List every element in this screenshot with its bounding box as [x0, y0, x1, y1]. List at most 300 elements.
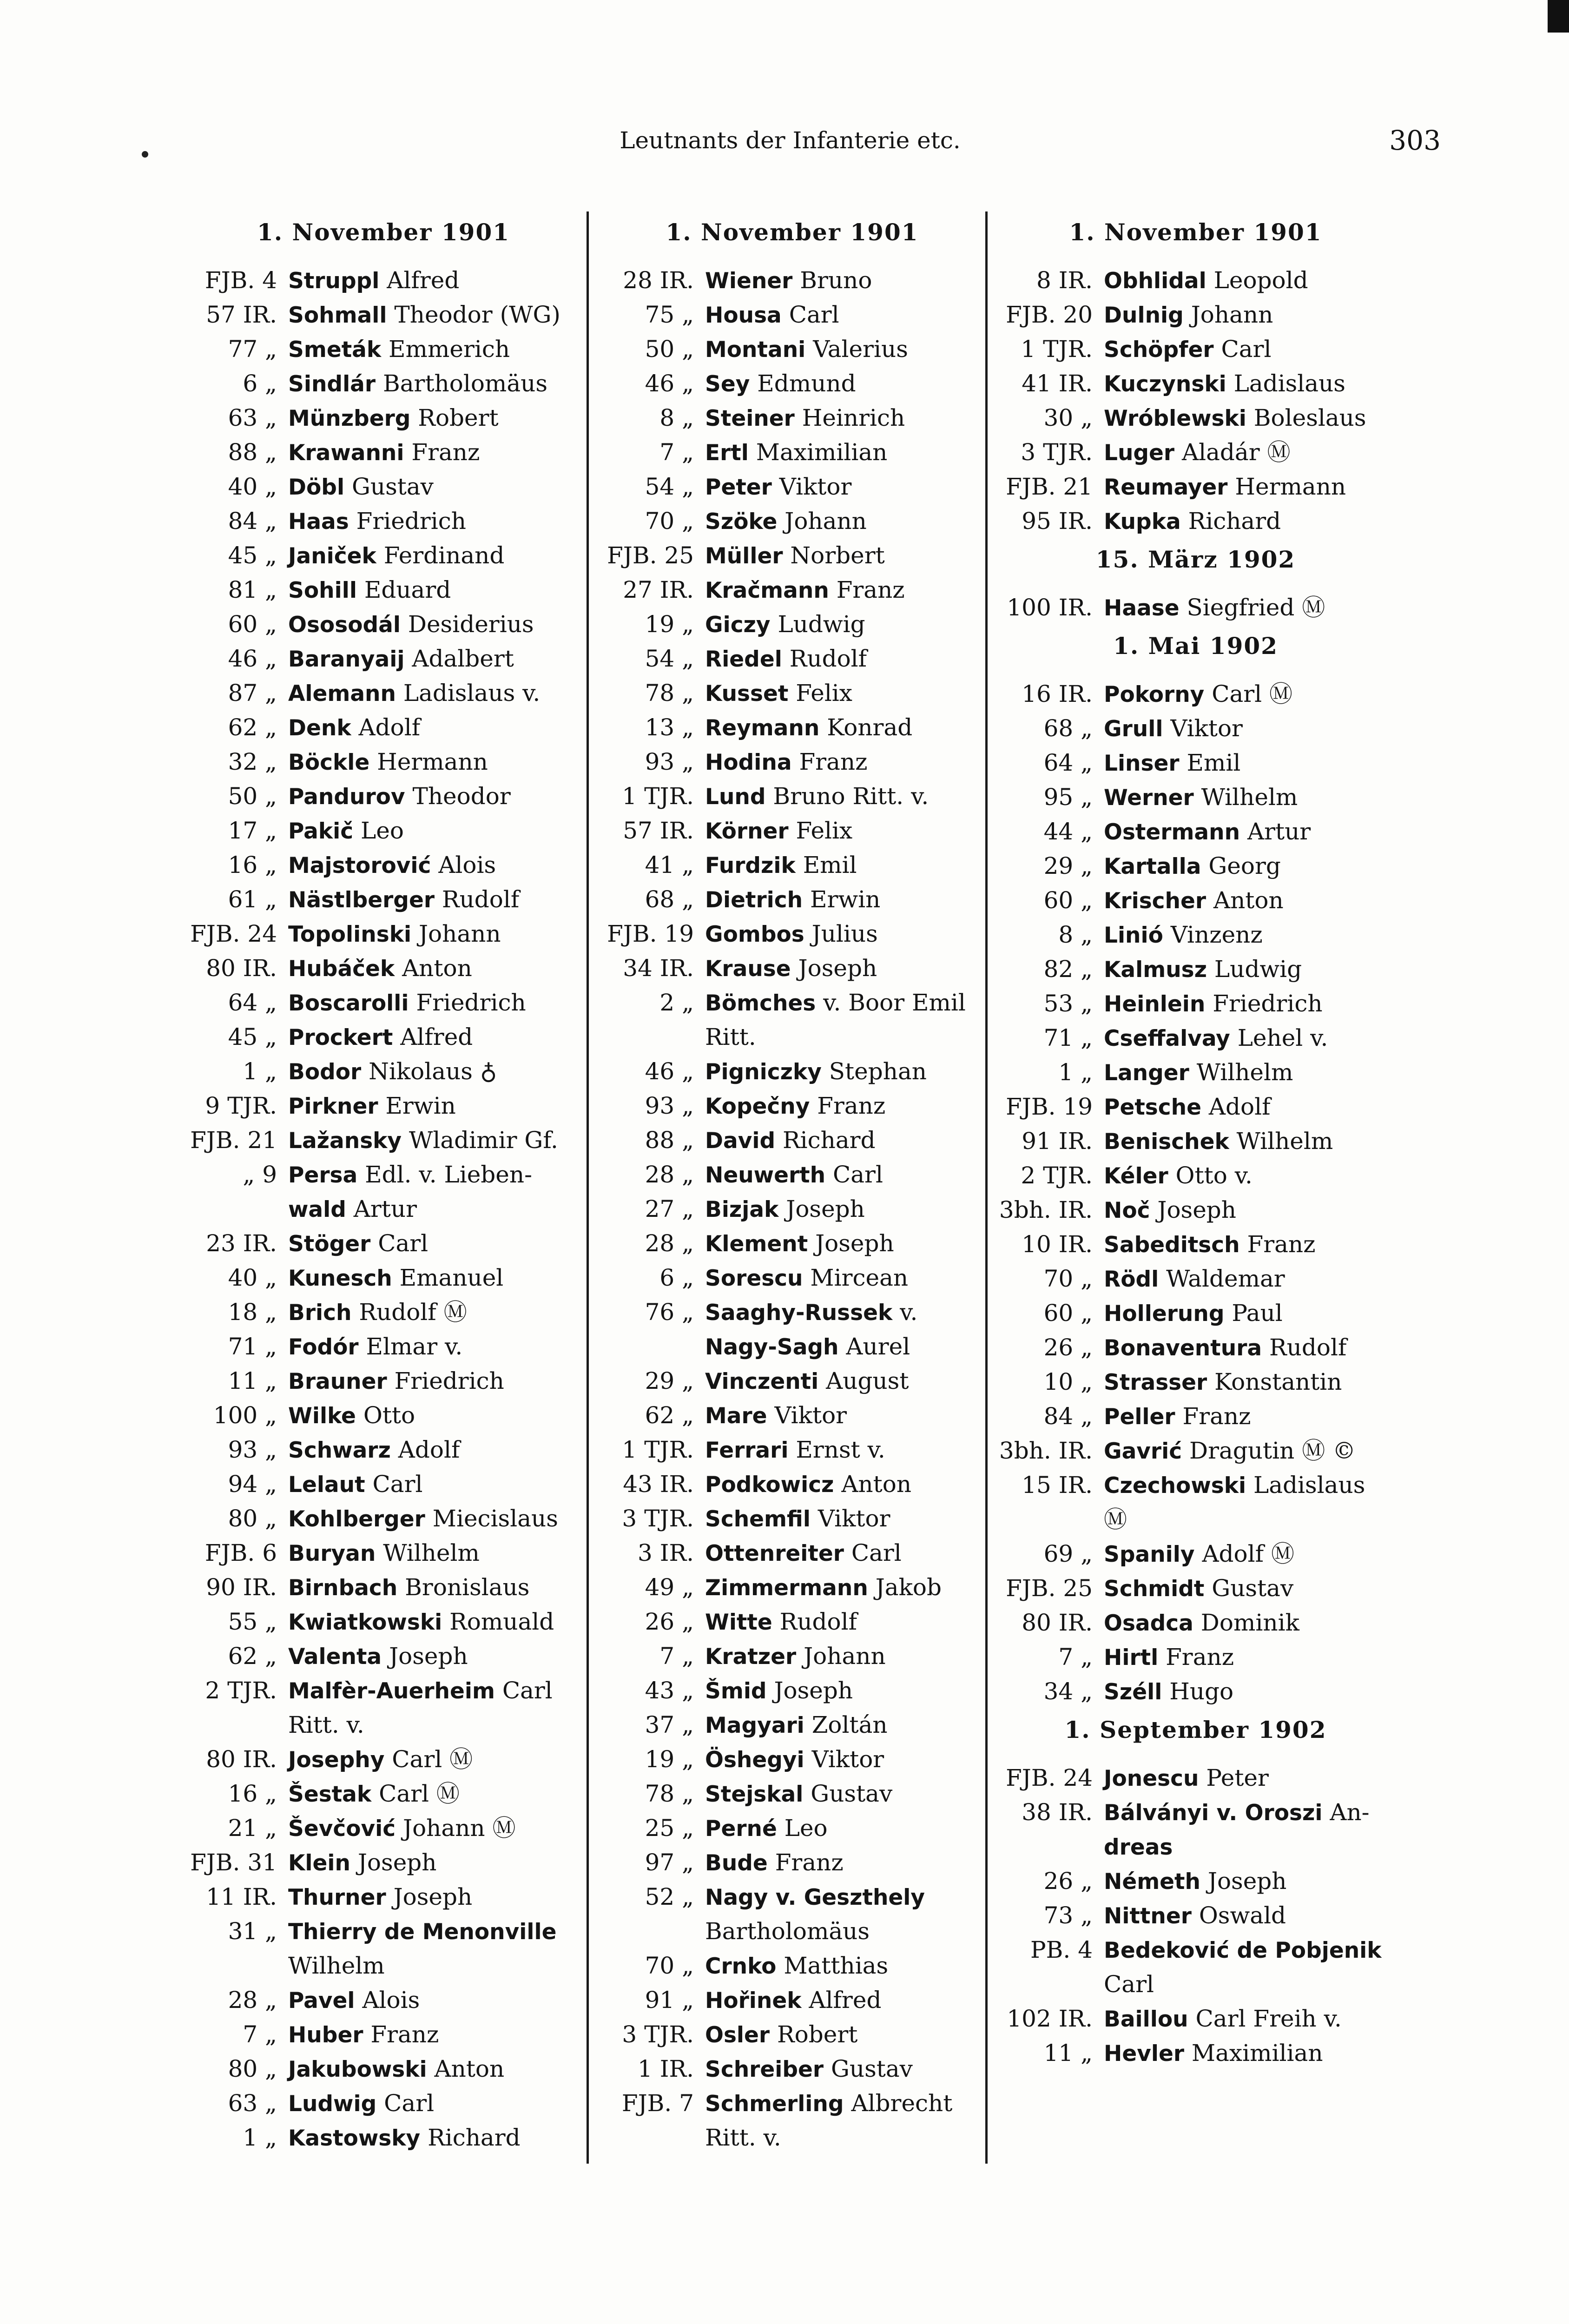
given-name: Edmund	[757, 370, 856, 397]
roster-entry	[598, 1949, 986, 1983]
unit-reference: 1 „	[243, 2124, 277, 2151]
roster-entry	[598, 607, 986, 642]
roster-entry	[997, 1468, 1394, 1503]
roster-entry	[598, 986, 986, 1020]
given-name: Alois	[438, 852, 496, 878]
surname: Klein	[288, 1850, 350, 1876]
roster-entry	[181, 1708, 586, 1743]
given-name: Ⓜ	[1104, 1506, 1127, 1533]
surname: Kohlberger	[288, 1506, 425, 1532]
given-name: August	[826, 1367, 909, 1394]
roster-entry	[181, 2121, 586, 2155]
unit-reference: 6 „	[243, 370, 277, 397]
given-name: Artur	[353, 1195, 417, 1222]
roster-entry	[598, 951, 986, 986]
given-name: Felix	[796, 817, 853, 844]
surname: wald	[288, 1197, 346, 1222]
surname: Bizjak	[705, 1197, 779, 1222]
roster-entry	[598, 470, 986, 504]
given-name: Franz	[817, 1092, 886, 1119]
column-right	[985, 211, 1394, 2164]
roster-entry	[181, 642, 586, 676]
unit-reference: 78 „	[645, 680, 694, 706]
unit-reference: FJB. 24	[190, 920, 277, 947]
surname: Nagy v. Geszthely	[705, 1885, 925, 1910]
unit-reference: 80 „	[228, 1505, 277, 1532]
given-name: Adolf Ⓜ	[1202, 1540, 1295, 1567]
unit-reference: 7 „	[659, 1643, 694, 1670]
given-name: Friedrich	[1213, 990, 1323, 1017]
surname: Németh	[1104, 1869, 1200, 1895]
unit-reference: 57 IR.	[206, 301, 277, 328]
surname: Klement	[705, 1231, 808, 1257]
roster-entry	[997, 1296, 1394, 1331]
surname: Kwiatkowski	[288, 1610, 442, 1635]
unit-reference: 7 „	[1058, 1644, 1093, 1670]
surname: Pandurov	[288, 784, 405, 810]
given-name: Joseph	[798, 955, 877, 982]
unit-reference: 40 „	[228, 1264, 277, 1291]
unit-reference: 11 „	[1043, 2040, 1093, 2067]
given-name: Leo	[784, 1815, 828, 1842]
surname: Wróblewski	[1104, 406, 1246, 431]
surname: Szöke	[705, 509, 778, 535]
surname: Lund	[705, 784, 766, 810]
roster-entry	[598, 848, 986, 883]
unit-reference: 6 „	[659, 1264, 694, 1291]
unit-reference: 46 „	[645, 1058, 694, 1085]
given-name: Lehel v.	[1237, 1024, 1328, 1051]
surname: Kastowsky	[288, 2126, 421, 2151]
roster-entry	[181, 573, 586, 607]
given-name: Joseph	[786, 1195, 865, 1222]
unit-reference: 19 „	[645, 611, 694, 638]
surname: Pigniczky	[705, 1059, 822, 1085]
surname: Persa	[288, 1162, 358, 1188]
given-name: Bartholomäus	[382, 370, 548, 397]
surname: Döbl	[288, 475, 345, 500]
roster-entry	[181, 2052, 586, 2086]
surname: Šestak	[288, 1782, 372, 1807]
unit-reference: 1 TJR.	[622, 1436, 694, 1463]
surname: Krischer	[1104, 888, 1206, 914]
surname: Bedeković de Pobjenik	[1104, 1938, 1382, 1963]
surname: Giczy	[705, 612, 771, 638]
given-name: v. Boor Emil	[823, 989, 966, 1016]
surname: Strasser	[1104, 1370, 1207, 1395]
surname: Haas	[288, 509, 349, 535]
roster-entry	[997, 1262, 1394, 1296]
surname: Huber	[288, 2022, 363, 2048]
given-name: Franz	[836, 576, 905, 603]
surname: Buryan	[288, 1541, 376, 1566]
surname: Noč	[1104, 1198, 1150, 1223]
unit-reference: 27 IR.	[623, 576, 694, 603]
surname: Lelaut	[288, 1472, 365, 1498]
unit-reference: 10 IR.	[1022, 1231, 1093, 1258]
roster-entry	[598, 1708, 986, 1743]
given-name: Johann Ⓜ	[403, 1815, 516, 1842]
surname: Nästlberger	[288, 887, 435, 913]
surname: Ottenreiter	[705, 1541, 844, 1566]
roster-entry	[181, 1399, 586, 1433]
roster-entry	[997, 1796, 1394, 1830]
surname: Körner	[705, 819, 789, 844]
surname: Sey	[705, 371, 750, 397]
unit-reference: 41 IR.	[1022, 370, 1093, 397]
given-name: Anton	[1213, 887, 1284, 914]
surname: Steiner	[705, 406, 795, 431]
roster-entry	[598, 539, 986, 573]
unit-reference: 29 „	[645, 1367, 694, 1394]
unit-reference: 34 IR.	[623, 955, 694, 982]
given-name: Franz	[1166, 1644, 1234, 1670]
given-name: Franz	[799, 748, 868, 775]
given-name: Peter	[1206, 1764, 1269, 1791]
surname: Ferrari	[705, 1438, 789, 1463]
unit-reference: 45 „	[228, 1023, 277, 1050]
unit-reference: 70 „	[645, 1952, 694, 1979]
surname: Pokorny	[1104, 682, 1205, 707]
section-heading: 1. November 1901	[666, 218, 919, 246]
unit-reference: 7 „	[243, 2021, 277, 2048]
page-header	[0, 122, 1569, 159]
surname: Gavrić	[1104, 1439, 1182, 1464]
surname: Struppl	[288, 268, 380, 294]
unit-reference: 19 „	[645, 1746, 694, 1773]
roster-entry	[181, 779, 586, 814]
roster-entry	[181, 1811, 586, 1846]
given-name: Gustav	[831, 2055, 913, 2082]
given-name: Carl	[832, 1161, 883, 1188]
unit-reference: 61 „	[228, 886, 277, 913]
roster-entry	[181, 1639, 586, 1674]
unit-reference: 3 IR.	[638, 1539, 694, 1566]
given-name: Artur	[1247, 818, 1311, 845]
scan-edge-mark	[1548, 0, 1569, 33]
unit-reference: 80 „	[228, 2055, 277, 2082]
surname: Thurner	[288, 1885, 386, 1910]
roster-entry	[598, 264, 986, 298]
unit-reference: 26 „	[1043, 1868, 1093, 1895]
given-name: Wilhelm	[1201, 784, 1298, 811]
unit-reference: 30 „	[1043, 404, 1093, 431]
surname: Pirkner	[288, 1094, 378, 1119]
unit-reference: 3 TJR.	[1021, 439, 1093, 466]
surname: Baillou	[1104, 2007, 1188, 2032]
roster-entry	[598, 1639, 986, 1674]
roster-entry	[997, 1228, 1394, 1262]
given-name: Erwin	[810, 886, 881, 913]
unit-reference: 90 IR.	[206, 1574, 277, 1601]
roster-entry	[598, 1605, 986, 1639]
surname: Kratzer	[705, 1644, 797, 1670]
roster-entry	[181, 711, 586, 745]
surname: Dulnig	[1104, 303, 1184, 328]
roster-entry	[181, 1433, 586, 1467]
roster-entry	[598, 1055, 986, 1089]
roster-entry	[181, 917, 586, 951]
roster-entry	[598, 1192, 986, 1227]
roster-entry	[181, 1983, 586, 2018]
unit-reference: FJB. 24	[1006, 1764, 1093, 1791]
unit-reference: 2 TJR.	[205, 1677, 277, 1704]
given-name: Valerius	[813, 336, 908, 363]
given-name: Bronislaus	[405, 1574, 530, 1601]
roster-entry	[181, 1158, 586, 1192]
given-name: Waldemar	[1166, 1265, 1285, 1292]
unit-reference: 64 „	[1043, 749, 1093, 776]
unit-reference: 11 „	[228, 1367, 277, 1394]
unit-reference: 97 „	[645, 1849, 694, 1876]
surname: Brauner	[288, 1369, 387, 1394]
given-name: Franz	[1182, 1403, 1251, 1430]
unit-reference: 28 „	[228, 1987, 277, 2014]
surname: Smeták	[288, 337, 382, 363]
given-name: Wilhelm	[1196, 1059, 1293, 1086]
given-name: Wilhelm	[383, 1539, 480, 1566]
surname: Jonescu	[1104, 1766, 1199, 1791]
roster-entry	[997, 2002, 1394, 2036]
unit-reference: 3bh. IR.	[999, 1437, 1093, 1464]
surname: Benischek	[1104, 1129, 1229, 1155]
surname: Schmerling	[705, 2091, 844, 2117]
roster-entry	[598, 436, 986, 470]
surname: Heinlein	[1104, 991, 1206, 1017]
roster-entry	[997, 746, 1394, 780]
given-name: Johann	[784, 508, 867, 535]
section-heading: 15. März 1902	[1095, 546, 1296, 573]
roster-entry	[598, 401, 986, 436]
given-name: Nikolaus ♁	[369, 1058, 497, 1085]
roster-entry	[181, 1123, 586, 1158]
roster-entry	[181, 1536, 586, 1571]
column-left	[181, 211, 586, 2164]
roster-entry	[598, 1811, 986, 1846]
surname: Crnko	[705, 1954, 777, 1979]
given-name: Theodor (WG)	[394, 301, 560, 328]
roster-entry	[598, 917, 986, 951]
unit-reference: 32 „	[228, 748, 277, 775]
roster-entry	[997, 1331, 1394, 1365]
unit-reference: 8 IR.	[1036, 267, 1093, 294]
unit-reference: 23 IR.	[206, 1230, 277, 1257]
given-name: Felix	[796, 680, 852, 706]
roster-entry	[997, 1761, 1394, 1796]
given-name: Emmerich	[389, 336, 510, 363]
unit-reference: 95 IR.	[1022, 508, 1093, 535]
roster-entry	[181, 332, 586, 367]
given-name: Carl	[384, 2090, 435, 2117]
roster-entry	[181, 883, 586, 917]
roster-entry	[181, 1467, 586, 1502]
given-name: Hermann	[377, 748, 488, 775]
surname: Valenta	[288, 1644, 382, 1670]
surname: Denk	[288, 715, 351, 741]
roster-entry	[181, 367, 586, 401]
surname: Zimmermann	[705, 1575, 868, 1601]
unit-reference: 88 „	[645, 1127, 694, 1154]
given-name: Vinzenz	[1170, 921, 1263, 948]
surname: Osler	[705, 2022, 770, 2048]
given-name: Aurel	[846, 1333, 910, 1360]
unit-reference: 63 „	[228, 404, 277, 431]
surname: Peller	[1104, 1404, 1175, 1430]
roster-entry	[997, 1124, 1394, 1159]
given-name: Joseph	[815, 1230, 894, 1257]
unit-reference: FJB. 31	[190, 1849, 277, 1876]
surname: Birnbach	[288, 1575, 398, 1601]
roster-entry	[997, 1899, 1394, 1933]
roster-entry	[181, 1674, 586, 1708]
given-name: Alfred	[400, 1023, 473, 1050]
roster-entry	[598, 1880, 986, 1915]
unit-reference: 62 „	[228, 1643, 277, 1670]
unit-reference: 69 „	[1043, 1540, 1093, 1567]
roster-entry	[598, 676, 986, 711]
surname: Linser	[1104, 751, 1180, 776]
running-title: Leutnants der Infanterie etc.	[620, 127, 961, 154]
given-name: Johann	[1191, 301, 1273, 328]
surname: Saaghy-Russek	[705, 1300, 893, 1326]
roster-entry	[598, 367, 986, 401]
given-name: Zoltán	[811, 1711, 888, 1738]
unit-reference: 55 „	[228, 1608, 277, 1635]
surname: Reumayer	[1104, 475, 1228, 500]
roster-entry	[181, 745, 586, 779]
given-name: Carl Ⓜ	[392, 1746, 473, 1773]
surname: Kusset	[705, 681, 789, 706]
given-name: Konstantin	[1214, 1368, 1342, 1395]
unit-reference: 93 „	[228, 1436, 277, 1463]
roster-entry	[181, 1295, 586, 1330]
roster-entry	[598, 642, 986, 676]
roster-entry	[997, 2036, 1394, 2071]
surname: Osadca	[1104, 1611, 1193, 1636]
unit-reference: 16 „	[228, 852, 277, 878]
given-name: Paul	[1232, 1300, 1283, 1327]
surname: Vinczenti	[705, 1369, 819, 1394]
surname: Schwarz	[288, 1438, 391, 1463]
roster-entry	[598, 1571, 986, 1605]
roster-entry	[997, 677, 1394, 712]
surname: Kopečny	[705, 1094, 810, 1119]
roster-entry	[598, 298, 986, 332]
unit-reference: 31 „	[228, 1918, 277, 1945]
roster-entry	[181, 607, 586, 642]
surname: Jakubowski	[288, 2057, 427, 2082]
given-name: Anton	[402, 955, 472, 982]
given-name: Carl Ⓜ	[379, 1780, 460, 1807]
column-middle	[587, 211, 986, 2164]
given-name: Norbert	[790, 542, 885, 569]
unit-reference: 70 „	[645, 508, 694, 535]
roster-entry	[997, 952, 1394, 987]
unit-reference: 1 TJR.	[622, 783, 694, 810]
roster-entry	[181, 986, 586, 1020]
given-name: An-	[1330, 1799, 1370, 1826]
given-name: Edl. v. Lieben-	[365, 1161, 532, 1188]
surname: Bodor	[288, 1059, 362, 1085]
given-name: Friedrich	[356, 508, 466, 535]
unit-reference: „ 9	[243, 1161, 277, 1188]
surname: dreas	[1104, 1835, 1173, 1860]
roster-entry	[997, 884, 1394, 918]
roster-entry	[181, 401, 586, 436]
surname: Riedel	[705, 647, 782, 672]
unit-reference: FJB. 6	[204, 1539, 277, 1566]
given-name: Anton	[434, 2055, 505, 2082]
given-name: Robert	[418, 404, 499, 431]
given-name: Aladár Ⓜ	[1182, 439, 1291, 466]
given-name: Joseph	[393, 1883, 473, 1910]
surname: Ludwig	[288, 2091, 377, 2117]
unit-reference: 68 „	[1043, 715, 1093, 742]
given-name: Friedrich	[416, 989, 526, 1016]
given-name: Rudolf	[789, 645, 867, 672]
given-name: Konrad	[827, 714, 913, 741]
roster-entry	[181, 436, 586, 470]
unit-reference: 28 „	[645, 1230, 694, 1257]
roster-entry	[598, 1743, 986, 1777]
roster-entry	[181, 2018, 586, 2052]
unit-reference: 87 „	[228, 680, 277, 706]
roster-entry	[997, 264, 1394, 298]
roster-entry	[997, 1606, 1394, 1640]
given-name: Bruno Ritt. v.	[773, 783, 929, 810]
roster-entry	[181, 298, 586, 332]
given-name: Stephan	[829, 1058, 927, 1085]
given-name: Alfred	[387, 267, 460, 294]
given-name: Joseph	[1157, 1196, 1237, 1223]
unit-reference: 46 „	[228, 645, 277, 672]
unit-reference: 77 „	[228, 336, 277, 363]
unit-reference: 27 „	[645, 1195, 694, 1222]
given-name: Gustav	[811, 1780, 893, 1807]
roster-entry	[997, 591, 1394, 625]
surname: Hubáček	[288, 956, 395, 982]
given-name: Romuald	[449, 1608, 554, 1635]
surname: Ostermann	[1104, 819, 1240, 845]
roster-entry	[181, 1880, 586, 1915]
roster-entry	[598, 1846, 986, 1880]
unit-reference: 60 „	[228, 611, 277, 638]
roster-entry	[997, 332, 1394, 367]
unit-reference: FJB. 20	[1006, 301, 1093, 328]
given-name: Viktor	[811, 1746, 884, 1773]
roster-entry	[181, 1949, 586, 1983]
roster-entry	[181, 1502, 586, 1536]
unit-reference: 2 „	[659, 989, 694, 1016]
unit-reference: 25 „	[645, 1815, 694, 1842]
roster-entry	[997, 1675, 1394, 1709]
unit-reference: 45 „	[228, 542, 277, 569]
surname: Rödl	[1104, 1267, 1159, 1292]
surname: Schemfil	[705, 1506, 811, 1532]
given-name: Otto v.	[1175, 1162, 1253, 1189]
roster-entry	[598, 1536, 986, 1571]
given-name: Joseph	[389, 1643, 468, 1670]
given-name: Gustav	[351, 473, 434, 500]
roster-entry	[598, 2121, 986, 2155]
surname: Sabeditsch	[1104, 1232, 1240, 1258]
surname: Linió	[1104, 923, 1163, 948]
surname: Furdzik	[705, 853, 796, 878]
unit-reference: 43 „	[645, 1677, 694, 1704]
unit-reference: 70 „	[1043, 1265, 1093, 1292]
surname: Majstorović	[288, 853, 431, 878]
surname: Müller	[705, 543, 783, 569]
